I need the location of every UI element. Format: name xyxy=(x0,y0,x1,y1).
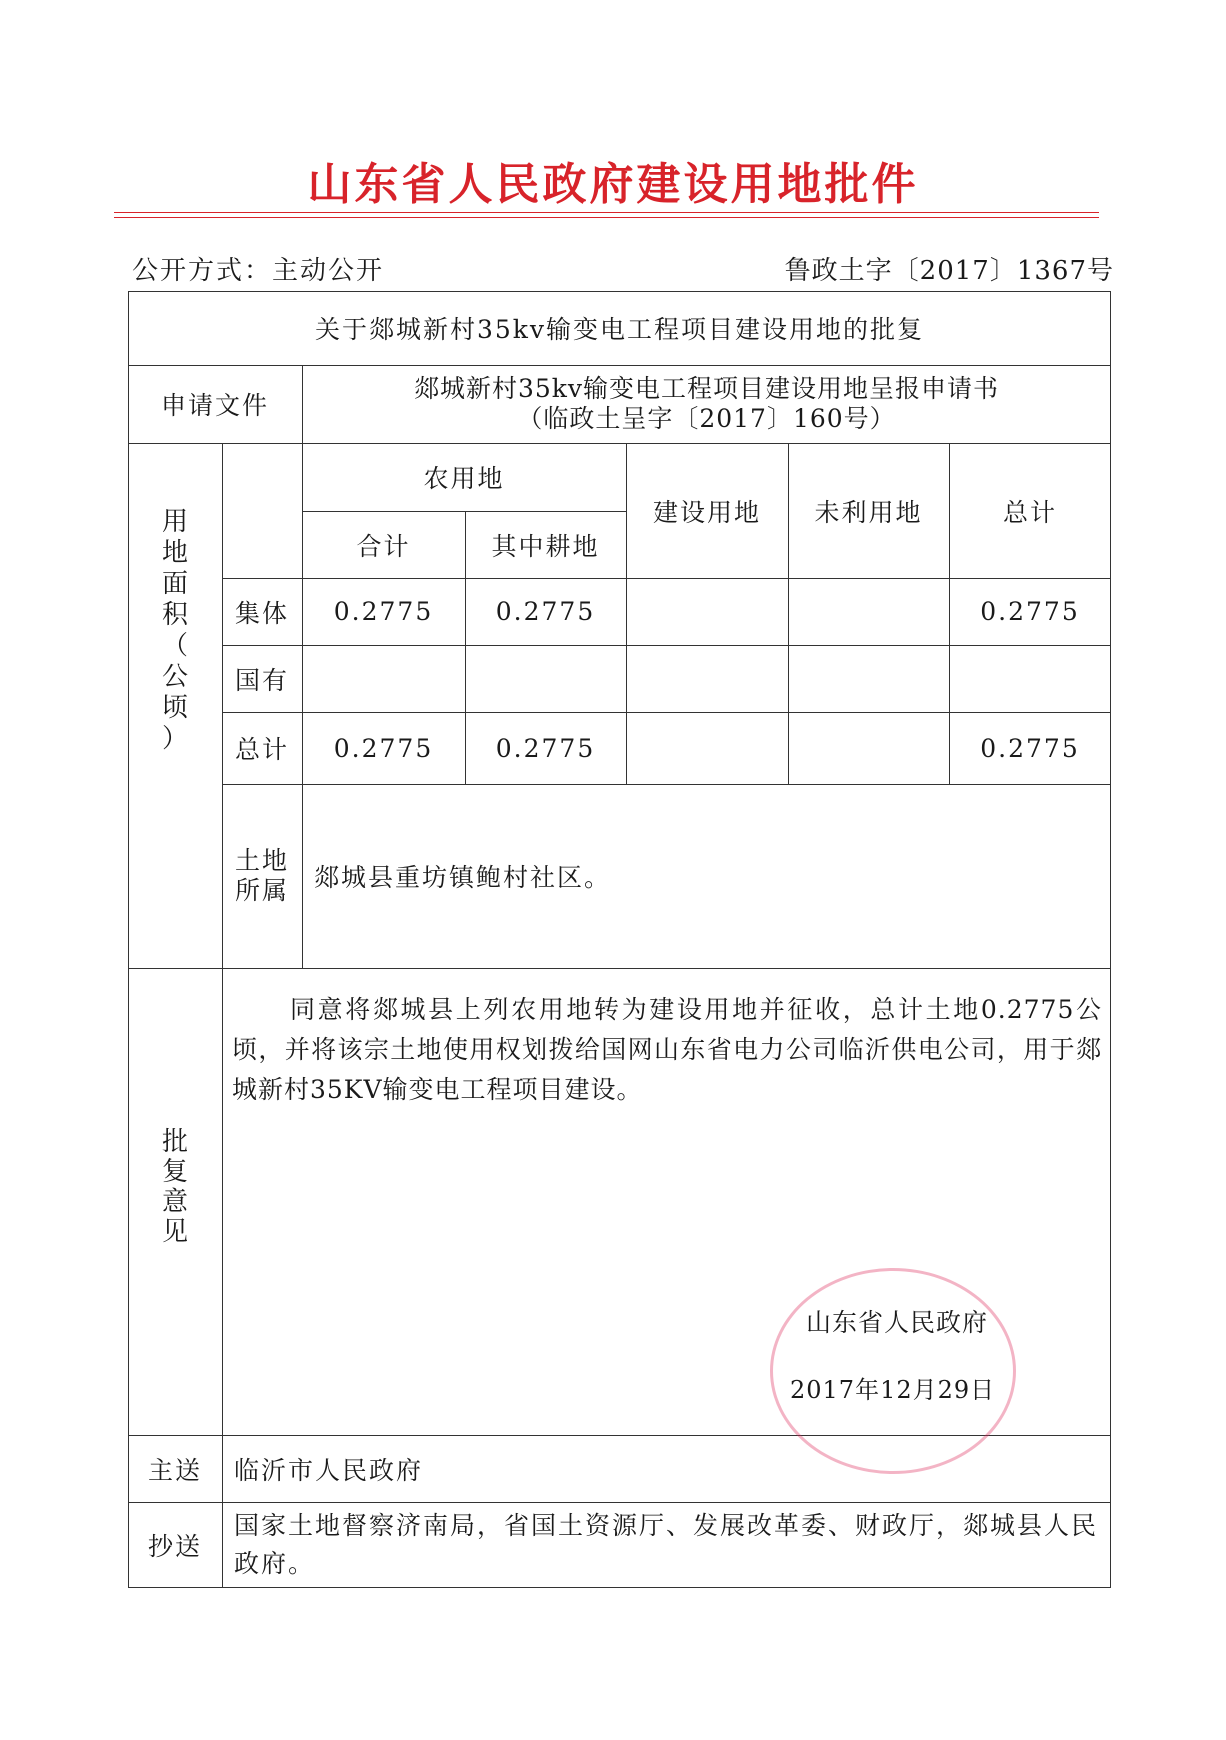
cell-value xyxy=(626,645,788,712)
approval-opinion-text: 同意将郯城县上列农用地转为建设用地并征收，总计土地0.2775公顷，并将该宗土地使用权划拨给国网山东省电力公司临沂供电公司，用于郯城新村35KV输变电工程项目建设。 xyxy=(232,995,1102,1104)
subject-row: 关于郯城新村35kv输变电工程项目建设用地的批复 xyxy=(314,315,925,344)
cell-value xyxy=(626,578,788,645)
main-recipient-label: 主送 xyxy=(147,1455,202,1485)
title-rule-top xyxy=(114,212,1099,213)
label-char: 面 xyxy=(161,568,188,599)
application-label: 申请文件 xyxy=(160,391,269,420)
col-divider xyxy=(222,968,223,1502)
opinion-label xyxy=(128,968,222,1435)
cell-value xyxy=(465,645,626,712)
issue-date: 2017年12月29日 xyxy=(790,1376,996,1404)
cell-value: 0.2775 xyxy=(980,597,1080,626)
cell-value xyxy=(949,645,1111,712)
cell-value xyxy=(626,712,788,784)
row-label-total: 总计 xyxy=(234,735,289,764)
document-title: 山东省人民政府建设用地批件 xyxy=(307,159,919,210)
label-char: 用 xyxy=(161,506,188,537)
cell-value xyxy=(788,712,949,784)
ownership-value: 郯城县重坊镇鲍村社区。 xyxy=(314,863,612,892)
row-label-state-owned: 国有 xyxy=(234,665,289,695)
label-char: 地 xyxy=(161,537,188,568)
signer: 山东省人民政府 xyxy=(806,1308,989,1337)
cell-value xyxy=(302,645,465,712)
document-number: 鲁政土字〔2017〕1367号 xyxy=(784,256,1114,286)
cell-value xyxy=(788,645,949,712)
header-subtotal: 合计 xyxy=(356,531,411,561)
label-char: 意 xyxy=(161,1186,188,1217)
cell-value: 0.2775 xyxy=(495,597,596,626)
application-line-2: （临政土呈字〔2017〕160号） xyxy=(517,404,896,433)
cell-value: 0.2775 xyxy=(980,733,1080,763)
header-grand-total: 总计 xyxy=(1002,497,1057,527)
label-line: 所属 xyxy=(234,876,289,905)
row-label-collective: 集体 xyxy=(234,598,289,628)
title-rule-bottom xyxy=(114,217,1099,218)
label-char: 积 xyxy=(161,599,188,630)
cell-value: 0.2775 xyxy=(333,733,434,763)
row-divider xyxy=(128,968,1111,969)
header-unused-land: 未利用地 xyxy=(814,497,923,527)
copy-recipient-label: 抄送 xyxy=(147,1532,202,1561)
cell-value xyxy=(788,578,949,645)
application-line-1: 郯城新村35kv输变电工程项目建设用地呈报申请书 xyxy=(413,374,1000,403)
header-farmland: 其中耕地 xyxy=(491,531,600,561)
application-document xyxy=(302,365,1111,443)
label-char: 见 xyxy=(161,1216,188,1247)
header-agricultural-land: 农用地 xyxy=(423,464,505,493)
label-char: 复 xyxy=(161,1156,188,1187)
cell-value: 0.2775 xyxy=(333,597,434,626)
label-char: （ xyxy=(161,630,188,661)
label-line: 土地 xyxy=(234,846,289,875)
cell-value: 0.2775 xyxy=(495,733,596,763)
main-recipient: 临沂市人民政府 xyxy=(234,1455,424,1485)
label-char: 批 xyxy=(161,1126,188,1157)
ownership-label xyxy=(222,784,302,968)
label-char: ） xyxy=(161,723,188,754)
land-area-label xyxy=(128,443,222,968)
label-char: 公 xyxy=(161,661,188,692)
copy-recipients: 国家土地督察济南局，省国土资源厅、发展改革委、财政厅，郯城县人民政府。 xyxy=(234,1511,1099,1578)
header-construction-land: 建设用地 xyxy=(652,497,761,527)
disclosure-mode: 公开方式：主动公开 xyxy=(132,256,385,286)
label-char: 顷 xyxy=(161,692,188,723)
